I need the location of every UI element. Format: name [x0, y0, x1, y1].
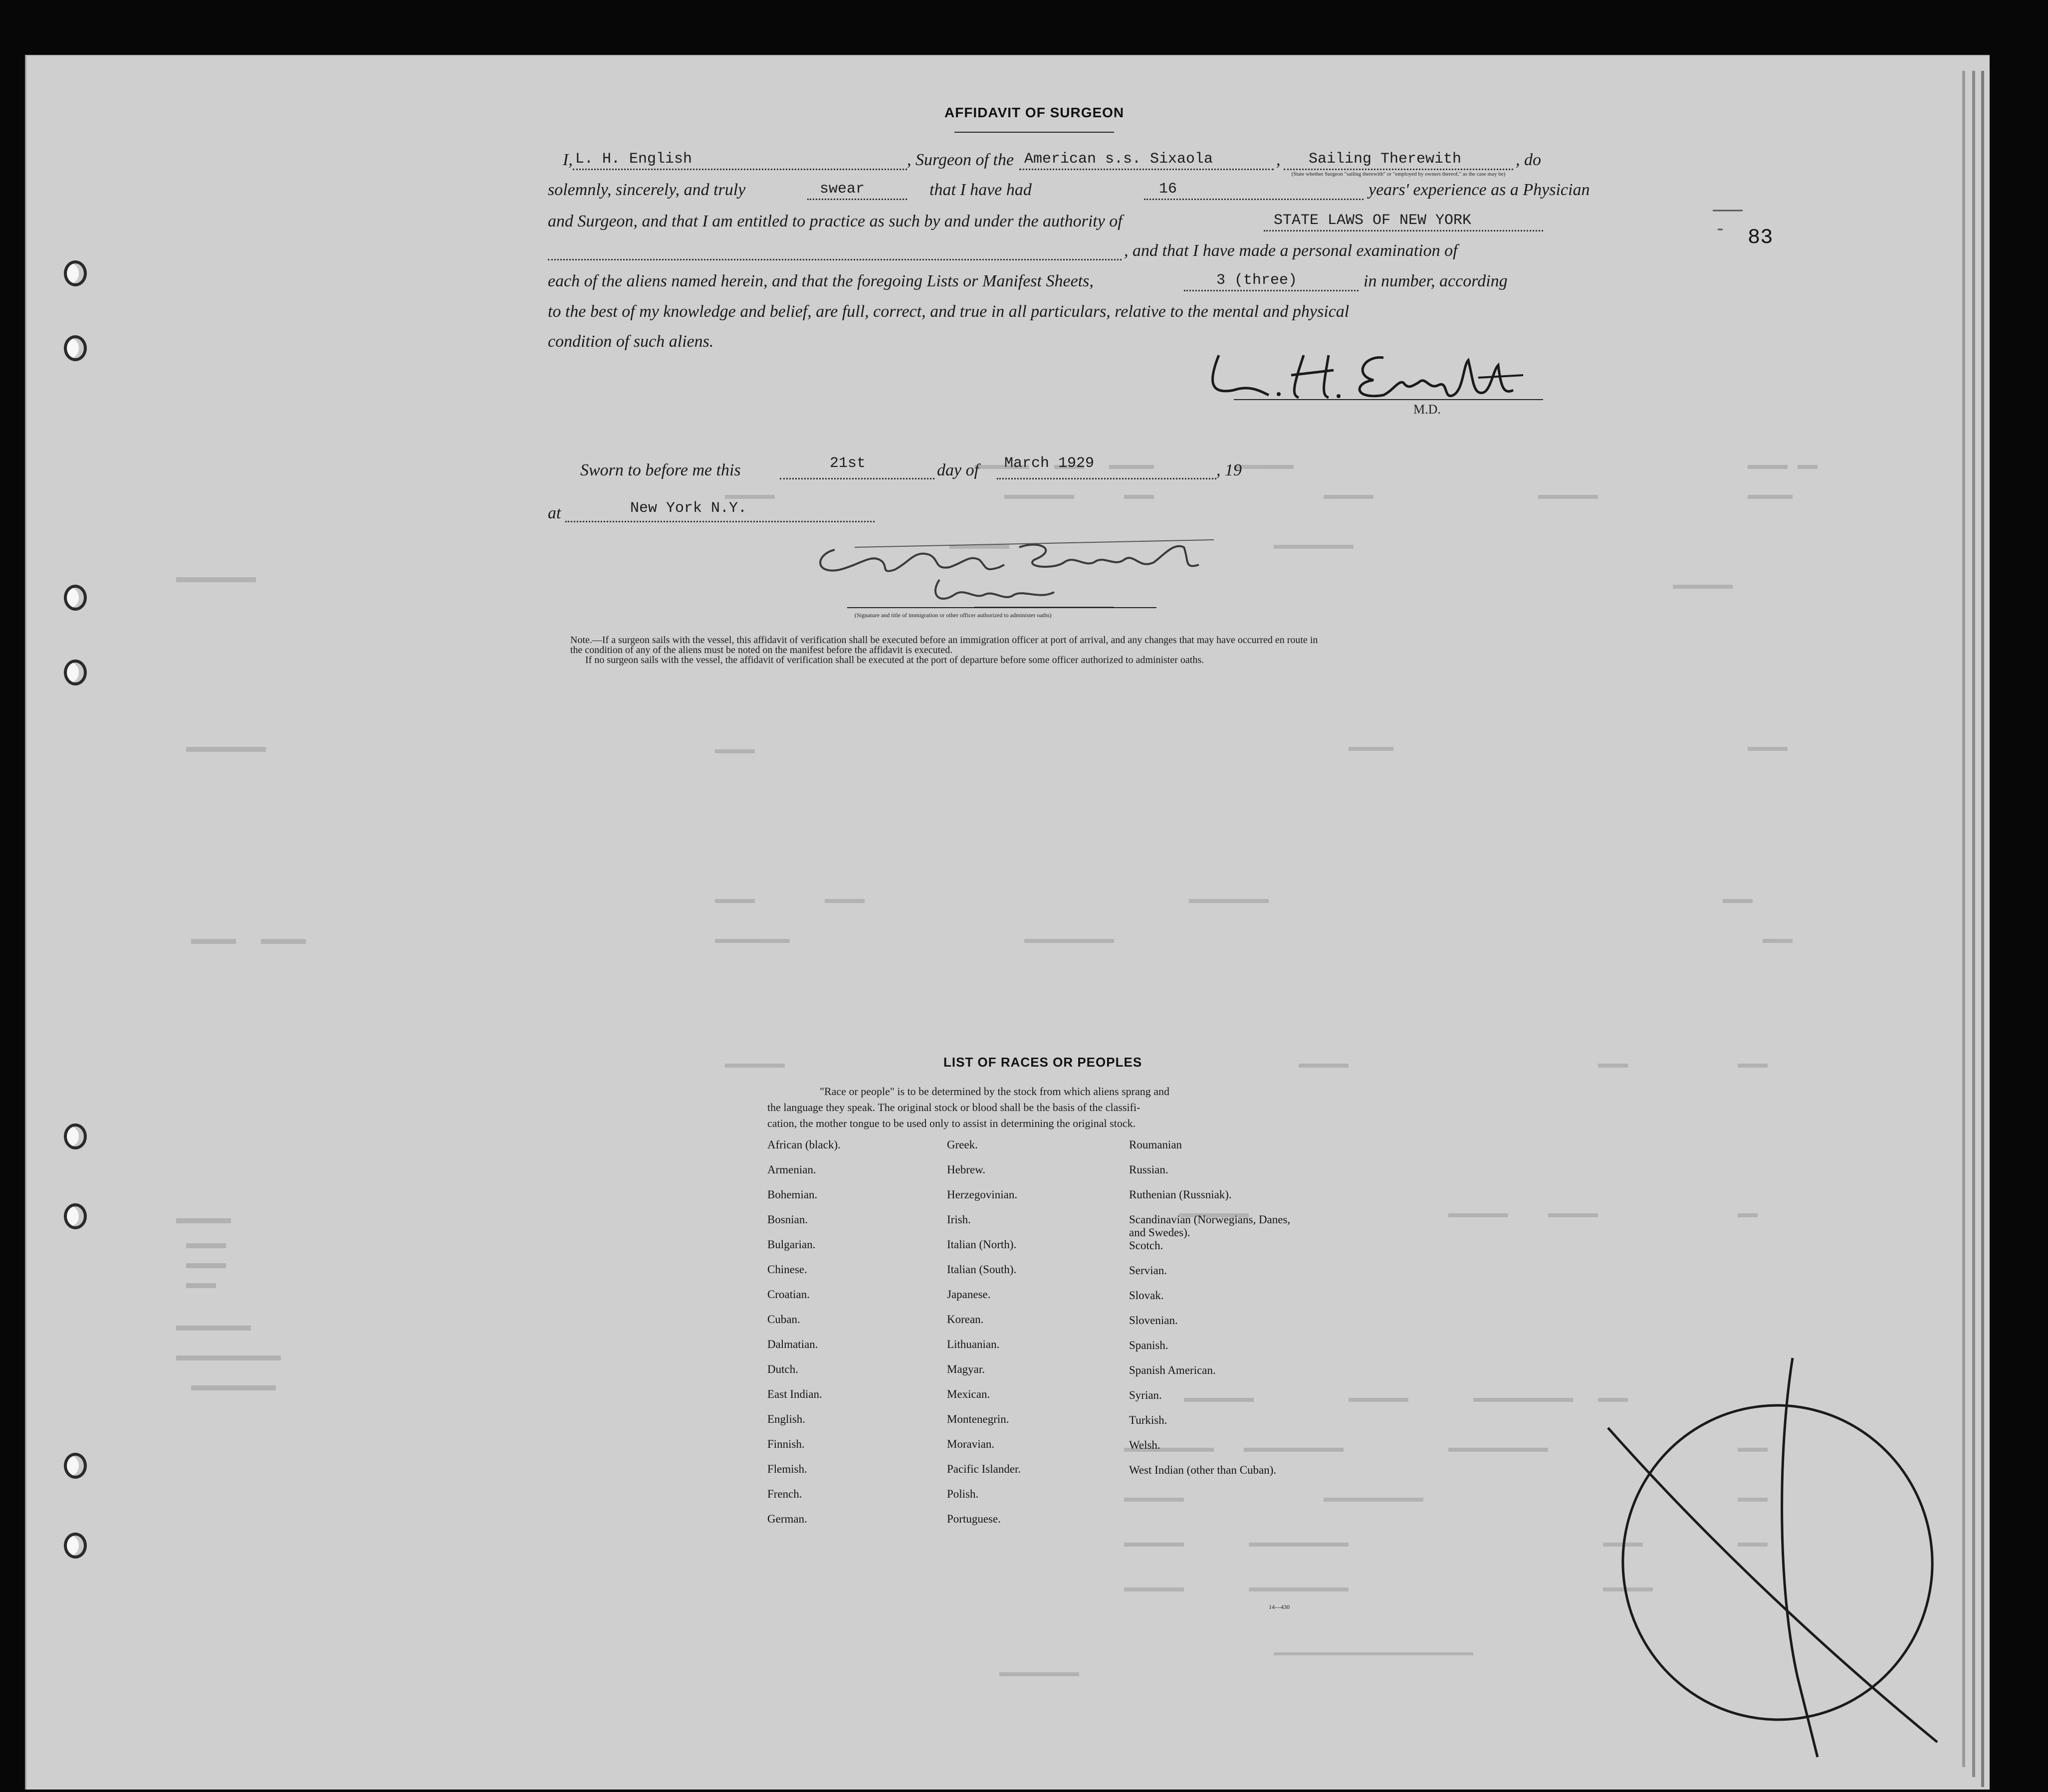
sworn-month-line [997, 478, 1216, 479]
race-item: East Indian. [767, 1388, 822, 1400]
affidavit-line2-text-c: years' experience as a Physician [1368, 181, 1590, 199]
affidavit-note-line2: the condition of any of the aliens must be noted on the manifest before the affidavit is executed. [570, 645, 953, 656]
race-item: Roumanian [1129, 1138, 1182, 1151]
affidavit-title: AFFIDAVIT OF SURGEON [944, 105, 1125, 120]
race-item: Greek. [947, 1138, 978, 1151]
sworn-day: 21st [830, 455, 866, 472]
race-item: Armenian. [767, 1163, 816, 1176]
race-item: Italian (North). [947, 1238, 1017, 1251]
vessel-name: American s.s. Sixaola [1024, 151, 1213, 168]
affidavit-line4-text-a: , and that I have made a personal examination of [1124, 241, 1458, 260]
race-item: Chinese. [767, 1263, 807, 1276]
race-item: Spanish American. [1129, 1364, 1216, 1376]
years-experience: 16 [1159, 181, 1177, 198]
affidavit-line1-text-b: , [1276, 151, 1281, 169]
race-item: Moravian. [947, 1438, 995, 1450]
affidavit-line2-text-b: that I have had [929, 181, 1032, 199]
race-item: Ruthenian (Russniak). [1129, 1188, 1232, 1201]
race-item: Pacific Islander. [947, 1463, 1021, 1475]
race-item: Italian (South). [947, 1263, 1017, 1276]
sheet-count: 3 (three) [1216, 272, 1298, 289]
race-item: Cuban. [767, 1313, 800, 1326]
races-intro-line2: the language they speak. The original stock or blood shall be the basis of the classifi- [767, 1101, 1140, 1114]
race-item: Finnish. [767, 1438, 805, 1450]
authority-line [1264, 230, 1543, 231]
race-item: Herzegovinian. [947, 1188, 1018, 1201]
surgeon-signature [1204, 335, 1543, 415]
affidavit-note-line1: Note.—If a surgeon sails with the vessel, this affidavit of verification shall be executed before an immigration officer at port of arrival, and any changes that may have occurred en route in [570, 635, 1318, 646]
officer-signature-caption: (Signature and title of immigration or other officer authorized to administer oaths) [855, 612, 1052, 619]
affidavit-line7: condition of such aliens. [548, 332, 714, 351]
race-item: Mexican. [947, 1388, 990, 1400]
years-line [1144, 199, 1364, 200]
surgeon-name-line [573, 169, 907, 170]
form-number: 14—430 [1269, 1603, 1290, 1610]
title-underline [954, 132, 1114, 133]
race-item: Japanese. [947, 1288, 991, 1301]
manifest-page [25, 55, 1990, 1790]
race-item: Croatian. [767, 1288, 810, 1301]
affidavit-line3-text-a: and Surgeon, and that I am entitled to practice as such by and under the authority of [548, 212, 1123, 230]
sworn-month-year: March 1929 [1004, 455, 1095, 472]
race-item: Montenegrin. [947, 1413, 1009, 1425]
race-item: Syrian. [1129, 1389, 1162, 1401]
race-item: Slovak. [1129, 1289, 1164, 1302]
race-item: Bohemian. [767, 1188, 818, 1201]
page-number: 83 [1748, 225, 1773, 249]
affidavit-line1-prefix: I, [563, 151, 573, 169]
sworn-day-line [780, 478, 934, 479]
signature-line [1234, 399, 1543, 400]
affidavit-line5-text-a: each of the aliens named herein, and that the foregoing Lists or Manifest Sheets, [548, 272, 1094, 290]
race-item: African (black). [767, 1138, 841, 1151]
race-item: English. [767, 1413, 806, 1425]
practice-authority: STATE LAWS OF NEW YORK [1274, 212, 1472, 229]
race-item: Irish. [947, 1213, 971, 1226]
sheet-count-line [1184, 290, 1359, 291]
sworn-text-b: day of [937, 461, 979, 479]
affidavit-line2-text-a: solemnly, sincerely, and truly [548, 181, 746, 199]
affidavit-line1-text-a: , Surgeon of the [907, 151, 1014, 169]
affidavit-line5-text-b: in number, according [1364, 272, 1508, 290]
race-item: Magyar. [947, 1363, 985, 1375]
race-item: Russian. [1129, 1163, 1168, 1176]
signature-suffix: M.D. [1413, 402, 1441, 417]
race-item: Dalmatian. [767, 1338, 818, 1350]
races-title: LIST OF RACES OR PEOPLES [943, 1055, 1142, 1070]
race-item: German. [767, 1513, 807, 1525]
affidavit-note-line3: If no surgeon sails with the vessel, the affidavit of verification shall be executed at the port of departure before some officer authorized to administer oaths. [585, 655, 1204, 666]
race-item: Lithuanian. [947, 1338, 1000, 1350]
race-item: Hebrew. [947, 1163, 986, 1176]
race-item: Scotch. [1129, 1239, 1163, 1252]
race-item: West Indian (other than Cuban). [1129, 1464, 1277, 1476]
race-item: Slovenian. [1129, 1314, 1178, 1327]
officer-signature-line [847, 607, 1156, 608]
sworn-place: New York N.Y. [630, 500, 747, 517]
affidavit-line6: to the best of my knowledge and belief, are full, correct, and true in all particulars, relative to the mental and physical [548, 302, 1350, 321]
affidavit-line1-text-c: , do [1516, 151, 1541, 169]
race-item: Dutch. [767, 1363, 798, 1375]
race-item: Spanish. [1129, 1339, 1168, 1351]
race-item: Servian. [1129, 1264, 1167, 1277]
races-intro-line1: "Race or people" is to be determined by the stock from which aliens sprang and [820, 1085, 1169, 1098]
oath-word: swear [820, 181, 865, 198]
sworn-text-a: Sworn to before me this [580, 461, 741, 479]
officer-signature [805, 520, 1354, 625]
race-item: Bulgarian. [767, 1238, 816, 1251]
authority-continuation-line [548, 259, 1122, 260]
race-item: Welsh. [1129, 1439, 1160, 1451]
place-text-a: at [548, 504, 561, 522]
race-item: Korean. [947, 1313, 984, 1326]
race-item: French. [767, 1488, 802, 1500]
races-intro-line3: cation, the mother tongue to be used only to assist in determining the original stock. [767, 1117, 1136, 1129]
race-item: Portuguese. [947, 1513, 1001, 1525]
race-item: Flemish. [767, 1463, 807, 1475]
relation-line [1284, 169, 1513, 170]
vessel-line [1019, 169, 1274, 170]
cancellation-mark [1588, 1328, 1967, 1767]
surgeon-relation: Sailing Therewith [1309, 151, 1462, 168]
surgeon-name: L. H. English [575, 151, 692, 168]
sworn-text-c: , 19 [1216, 461, 1242, 479]
oath-line [807, 199, 907, 200]
race-item: Polish. [947, 1488, 979, 1500]
race-item: Turkish. [1129, 1414, 1167, 1426]
relation-note: (State whether Surgeon "sailing therewith" or "employed by owners thereof," as the case may be) [1291, 171, 1506, 177]
race-item: Bosnian. [767, 1213, 808, 1226]
race-item: Scandinavian (Norwegians, Danes, and Swedes). [1129, 1213, 1291, 1239]
